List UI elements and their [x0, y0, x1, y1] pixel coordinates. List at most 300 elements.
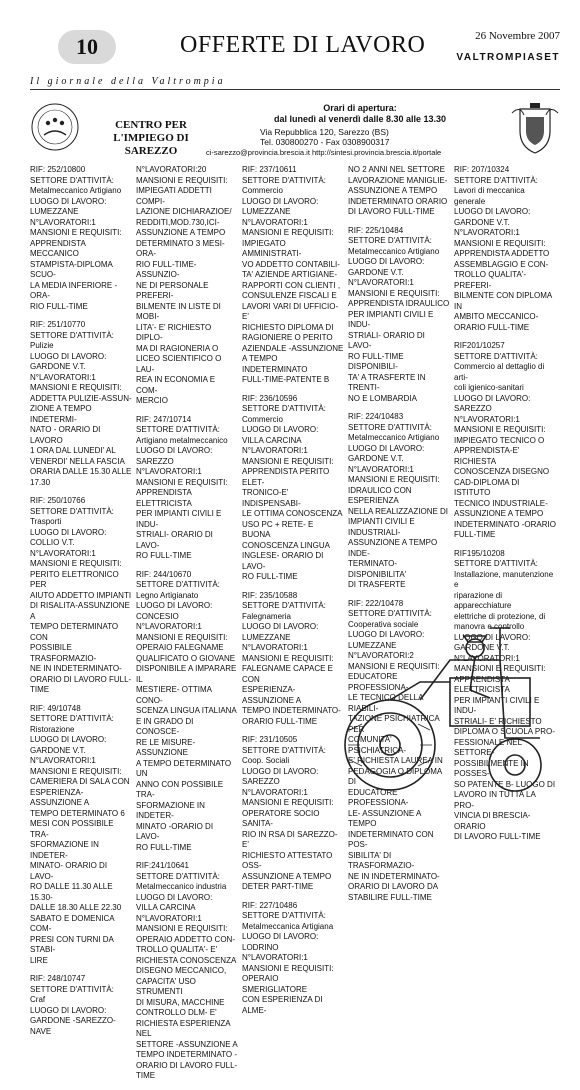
- listing-line: OPERATORE SOCIO SANITA-: [242, 808, 320, 828]
- listing-line: TROLLO QUALITA'-PREFERI-: [454, 270, 527, 290]
- listing-line: RIF: 252/10800: [30, 165, 86, 174]
- job-listing: [348, 165, 450, 218]
- job-listing: [242, 901, 344, 1017]
- listing-line: VILLA CARCINA: [242, 435, 302, 445]
- listing-line: MINATO- ORARIO DI LAVO-: [30, 861, 108, 881]
- listing-line: Commercio al dettaglio di arti-: [454, 362, 545, 382]
- listing-line: ANNO CON POSSIBILE TRA-: [136, 779, 224, 799]
- listing-line: manovra e controllo: [454, 622, 525, 631]
- listing-line: TEMPO INDETERMINATO-: [242, 706, 341, 715]
- listing-line: INDETERMINATO CON POS-: [348, 829, 434, 849]
- listing-line: REDDITI,MOD.730,ICI-: [136, 217, 220, 227]
- listing-line: TAZIONE PSICHIATRICA PER: [348, 714, 440, 734]
- listing-line: CAD-DIPLOMA DI ISTITUTO: [454, 477, 520, 497]
- listing-line: N°LAVORATORI:1: [454, 228, 520, 237]
- listing-line: INGLESE- ORARIO DI LAVO-: [242, 551, 324, 571]
- listing-line: APPRENDISTA ELETTRICISTA: [136, 488, 192, 508]
- listing-line: APPRENDISTA ADDETTO: [454, 249, 550, 258]
- listing-line: SFORMAZIONE IN INDETER-: [30, 840, 99, 860]
- listing-line: LAVORAZIONE MANIGLIE-: [348, 175, 448, 185]
- listing-line: RE LE MISURE-ASSUNZIONE: [136, 737, 196, 757]
- listing-line: SETTORE D'ATTIVITÀ:: [242, 404, 326, 413]
- listing-line: GARDONE V.T.: [30, 362, 86, 371]
- listing-line: Commercio: [242, 414, 283, 424]
- listing-line: LE TECNICO DELLA RIABILI-: [348, 693, 423, 713]
- job-listing: [136, 570, 238, 854]
- listing-line: RIF: 227/10486: [242, 900, 298, 910]
- listing-line: MANSIONI E REQUISITI:: [454, 664, 546, 673]
- listing-line: NE DI PERSONALE PREFERI-: [136, 280, 209, 300]
- job-listing: [242, 394, 344, 583]
- center-address: [260, 127, 390, 147]
- job-listing: [454, 165, 556, 333]
- job-listing: [242, 735, 344, 893]
- listing-line: POSSIBILMENTE IN POSSES-: [454, 758, 529, 778]
- listing-line: TIME: [30, 685, 50, 694]
- listing-line: TRONICO-E' INDISPENSABI-: [242, 488, 301, 508]
- listing-line: RIO IN RSA DI SAREZZO- E': [242, 829, 338, 849]
- listing-line: CONOSCENZA DISEGNO: [454, 467, 550, 476]
- listing-line: MA DI RAGIONERIA O: [136, 343, 219, 353]
- listing-line: ASSUNZIONE A TEMPO: [454, 509, 544, 518]
- listing-line: N°LAVORATORI:1: [30, 372, 96, 382]
- listing-line: MANSIONI E REQUISITI:: [136, 175, 228, 185]
- tractor-illustration-icon: [330, 620, 570, 800]
- listing-line: LE OTTIMA CONOSCENZA: [242, 509, 343, 518]
- listing-line: N°LAVORATORI:1: [136, 913, 202, 923]
- listing-line: Metalmeccanico Artigiano: [348, 246, 440, 256]
- listing-line: RIF: 248/10747: [30, 974, 86, 983]
- listing-line: RIF195/10208: [454, 548, 505, 558]
- listing-line: FALEGNAME CAPACE E CON: [242, 664, 333, 684]
- job-listing: [242, 591, 344, 728]
- page-title: OFFERTE DI LAVORO: [180, 32, 426, 58]
- listing-line: RIF: 235/10588: [242, 590, 298, 600]
- listing-line: USO PC + RETE- E BUONA: [242, 519, 314, 539]
- listing-line: LUOGO DI LAVORO:: [30, 196, 107, 206]
- listing-line: SETTORE D'ATTIVITÀ:: [30, 330, 114, 340]
- listing-line: AMBITO MECCANICO-: [454, 312, 539, 321]
- listing-line: RICHIESTA ESPERIENZA NEL: [136, 1018, 231, 1038]
- listing-line: Craf: [30, 995, 46, 1004]
- listing-line: LUOGO DI LAVORO:: [242, 196, 319, 206]
- listing-line: RO FULL-TIME: [136, 842, 192, 852]
- listing-line: N°LAVORATORI:1: [242, 787, 308, 797]
- listing-line: MINATO -ORARIO DI LAVO-: [136, 821, 214, 841]
- listing-line: TA' AZIENDE ARTIGIANE-: [242, 270, 338, 279]
- listing-line: ORARIO DI LAVORO FULL-: [30, 674, 132, 684]
- listing-line: LUOGO DI LAVORO:: [454, 207, 531, 216]
- listing-line: GARDONE -SAREZZO-NAVE: [30, 1016, 116, 1036]
- job-listing: [30, 704, 132, 967]
- listing-line: RAGIONIERE O PERITO: [242, 333, 333, 342]
- listing-line: MANSIONI E REQUISITI:: [348, 288, 440, 298]
- listing-line: SETTORE D'ATTIVITÀ:: [136, 580, 220, 589]
- listing-line: LIRE: [30, 955, 48, 965]
- listing-line: LUOGO DI LAVORO:: [30, 1005, 107, 1015]
- listing-line: Commercio: [242, 186, 283, 195]
- hours-title: Orari di apertura:: [323, 103, 397, 113]
- listing-line: SETTORE D'ATTIVITÀ:: [242, 175, 326, 185]
- brand-name: VALTROMPIASET: [456, 52, 560, 63]
- listing-line: OPERAIO SMERIGLIATORE: [242, 974, 308, 994]
- listing-line: DISEGNO MECCANICO,: [136, 966, 227, 975]
- listing-line: ASSUNZIONE A TEMPO INDE-: [348, 538, 438, 558]
- issue-date: 26 Novembre 2007: [475, 30, 560, 42]
- listing-line: ESPERIENZA-ASSUNZIONE A: [30, 787, 90, 807]
- hours-text: dal lunedì al venerdì dalle 8.30 alle 13.30: [273, 114, 447, 124]
- listing-line: MANSIONI E REQUISITI:: [30, 383, 122, 392]
- listing-line: RIF:241/10641: [136, 861, 189, 870]
- listing-line: NO 2 ANNI NEL SETTORE: [348, 165, 445, 174]
- listing-line: SCENZA LINGUA ITALIANA: [136, 706, 237, 715]
- listing-line: Legno Artigianato: [136, 590, 199, 600]
- employment-center-info: [30, 101, 560, 159]
- listing-line: Ristorazione: [30, 724, 75, 734]
- listing-line: N°LAVORATORI:1: [242, 217, 308, 227]
- listing-line: ORARIO FULL-TIME: [242, 716, 318, 726]
- listing-line: STRIALI- ORARIO DI LAVO-: [348, 330, 425, 350]
- listing-line: SABATO E DOMENICA COM-: [30, 913, 115, 933]
- listing-line: DIPLOMA O SCUOLA PRO-: [454, 727, 555, 736]
- listing-line: RIF: 225/10484: [348, 225, 404, 235]
- listing-line: LUOGO DI LAVORO:: [136, 446, 213, 455]
- listing-line: IDRAULICO CON ESPERIENZA: [348, 485, 412, 505]
- listing-line: ASSUNZIONE A TEMPO: [242, 871, 332, 881]
- listing-line: EDUCATORE PROFESSIONA-: [348, 787, 409, 807]
- listing-line: FESSIONALE NEL SETTORE-: [454, 737, 522, 757]
- job-listing: [30, 496, 132, 696]
- listing-line: CAMERIERA DI SALA CON: [30, 777, 130, 786]
- listing-line: N°LAVORATORI:1: [242, 446, 308, 455]
- listing-line: LAZIONE DICHIARAZIOE/: [136, 207, 232, 216]
- listing-line: GARDONE V.T.: [30, 745, 86, 755]
- listing-line: PEDAGOGIA O DIPLOMA DI: [348, 766, 442, 786]
- listing-line: IMPIEGATO AMMINISTRATI-: [242, 238, 302, 258]
- listing-line: GARDONE V.T.: [454, 217, 510, 227]
- listing-line: A TEMPO INDETERMINATO: [242, 354, 308, 374]
- listing-line: OPERAIO FALEGNAME: [136, 643, 224, 652]
- listing-line: LUMEZZANE: [242, 207, 291, 216]
- listing-line: LAVORO IN TUTTA LA PRO-: [454, 790, 536, 810]
- listing-line: RIF: 207/10324: [454, 165, 510, 174]
- listing-line: DI RISALITA-ASSUNZIONE A: [30, 601, 130, 621]
- listing-line: MANSIONI E REQUISITI:: [454, 425, 546, 434]
- listing-line: VENERDI' NELLA FASCIA: [30, 456, 125, 466]
- listing-line: Pulizie: [30, 341, 54, 350]
- header-divider: [30, 89, 560, 90]
- listing-line: Artigiano metalmeccanico: [136, 435, 228, 445]
- listing-line: ZIONE A TEMPO INDETERMI-: [30, 404, 92, 424]
- listing-line: AIUTO ADDETTO IMPIANTI: [30, 590, 132, 600]
- listing-line: LUOGO DI LAVORO:: [30, 527, 107, 537]
- listing-line: SAREZZO: [454, 404, 492, 413]
- listing-line: ASSUNZIONE A TEMPO: [348, 186, 438, 195]
- listing-line: LUOGO DI LAVORO:: [30, 351, 107, 361]
- listing-line: Falegnameria: [242, 611, 291, 621]
- listing-line: POSSIBILE TRASFORMAZIO-: [30, 643, 97, 663]
- listing-line: E' RICHIESTA LAUREA IN: [348, 756, 443, 765]
- listing-line: SETTORE D'ATTIVITÀ:: [30, 714, 114, 723]
- listing-line: LA MEDIA INFERIORE - ORA-: [30, 280, 118, 300]
- listing-line: ADDETTA PULIZIE-ASSUN-: [30, 393, 132, 403]
- listing-line: SETTORE D'ATTIVITÀ:: [30, 175, 114, 185]
- listing-line: IMPIANTI CIVILI E INDUSTRIALI-: [348, 517, 415, 537]
- listing-line: STABILIRE FULL-TIME: [348, 892, 432, 902]
- listing-line: RIF: 222/10478: [348, 598, 404, 608]
- listing-line: DI MISURA, MACCHINE: [136, 997, 225, 1007]
- job-listing: [242, 165, 344, 386]
- listing-line: LUOGO DI LAVORO:: [30, 735, 107, 744]
- listing-line: A TEMPO DETERMINATO UN: [136, 758, 232, 778]
- listing-line: APPRENDISTA MECCANICO: [30, 238, 86, 258]
- listing-column-1: [30, 165, 132, 1045]
- listing-line: ORARIO FULL-TIME: [454, 322, 530, 332]
- listing-line: DI LAVORO FULL-TIME: [454, 832, 541, 841]
- listing-line: BILMENTE CON DIPLOMA IN: [454, 291, 552, 311]
- listing-line: RO FULL-TIME DISPONIBILI-: [348, 351, 404, 371]
- listing-line: ASSEMBLAGGIO E CON-: [454, 259, 549, 269]
- listing-line: FULL-TIME-PATENTE B: [242, 375, 330, 384]
- listing-line: SETTORE D'ATTIVITÀ:: [136, 871, 220, 881]
- listing-line: VO ADDETTO CONTABILI-: [242, 259, 340, 269]
- listing-line: EDUCATORE PROFESSIONA-: [348, 672, 409, 692]
- listing-line: LUOGO DI LAVORO:: [454, 632, 531, 642]
- listing-line: riparazione di apparecchiature: [454, 590, 512, 610]
- listing-line: 17.30: [30, 477, 51, 487]
- listing-line: MESI CON POSSIBILE TRA-: [30, 819, 114, 839]
- listing-line: RIF: 247/10714: [136, 414, 192, 424]
- listing-column-3: [242, 165, 344, 1024]
- listing-line: INDETERMINATO ORARIO: [348, 196, 448, 206]
- listing-line: N°LAVORATORI:1: [30, 548, 96, 558]
- listing-line: AZIENDALE -ASSUNZIONE: [242, 343, 344, 353]
- newspaper-subtitle: Il giornale della Valtrompia: [30, 76, 226, 87]
- listing-line: RIO FULL-TIME- ASSUNZIO-: [136, 259, 197, 279]
- listing-line: DISPONIBILE A IMPARARE IL: [136, 664, 237, 684]
- listing-line: APPRENDISTA-E' RICHIESTA: [454, 446, 520, 466]
- listing-line: SETTORE -ASSUNZIONE A: [136, 1039, 238, 1049]
- listing-line: Metalmeccanico Artigiano: [348, 433, 440, 442]
- listing-line: COLLIO V.T.: [30, 538, 75, 547]
- listing-line: N°LAVORATORI:1: [454, 653, 520, 663]
- listing-line: NE IN INDETERMINATO-: [348, 871, 440, 881]
- listing-line: STRIALI- ORARIO DI LAVO-: [136, 530, 213, 550]
- listing-line: RICHIESTO ATTESTATO OSS-: [242, 850, 333, 870]
- listing-line: ASSUNZIONE A TEMPO: [136, 228, 226, 237]
- listing-line: QUALIFICATO O GIOVANE: [136, 653, 236, 663]
- listing-line: N°LAVORATORI:2: [348, 651, 414, 660]
- job-listing: [454, 341, 556, 541]
- listing-line: INDETERMINATO -ORARIO: [454, 519, 556, 529]
- job-listing: [136, 861, 238, 1082]
- listing-line: MANSIONI E REQUISITI:: [136, 924, 228, 933]
- listing-line: MANSIONI E REQUISITI:: [242, 456, 334, 466]
- listing-line: PER IMPIANTI CIVILI E INDU-: [454, 695, 540, 715]
- listing-line: PER IMPIANTI CIVILI E INDU-: [136, 509, 222, 529]
- listing-line: MANSIONI E REQUISITI:: [136, 632, 228, 642]
- listing-line: MANSIONI E REQUISITI:: [136, 477, 228, 487]
- listing-line: elettriche di protezione, di: [454, 611, 546, 621]
- listing-line: NE IN INDETERMINATO-: [30, 664, 122, 673]
- job-listing: [348, 226, 450, 405]
- listing-line: GARDONE V.T.: [348, 454, 404, 463]
- listing-line: LAVORI VARI DI UFFICIO-E': [242, 301, 339, 321]
- listing-column-2: [136, 165, 238, 1090]
- listing-line: DALLE 18.30 ALLE 22.30: [30, 903, 122, 912]
- listing-line: TEMPO INDETERMINATO -: [136, 1050, 238, 1059]
- listing-line: LUOGO DI LAVORO:: [348, 630, 425, 639]
- listing-line: MANSIONI E REQUISITI:: [242, 798, 334, 807]
- listing-line: COMUNITA' PSICHIATRICA-: [348, 735, 407, 755]
- listing-line: GARDONE V.T.: [454, 643, 510, 652]
- listing-line: RICHIESTA CONOSCENZA: [136, 955, 237, 965]
- listing-line: BILMENTE IN LISTE DI MOBI-: [136, 301, 221, 321]
- listing-line: RIF: 236/10596: [242, 393, 298, 403]
- listing-line: APPRENDISTA IDRAULICO: [348, 299, 450, 308]
- listing-line: NATO - ORARIO DI LAVORO: [30, 425, 101, 445]
- listing-line: LUOGO DI LAVORO:: [348, 257, 425, 266]
- listing-line: MANSIONI E REQUISITI:: [348, 661, 440, 671]
- contact-web: ci-sarezzo@provincia.brescia.it http://sintesi.provincia.brescia.it/portale: [206, 148, 442, 157]
- listing-line: LUMEZZANE: [348, 640, 397, 650]
- listing-line: SO PATENTE B- LUOGO DI: [454, 779, 556, 789]
- listing-line: MANSIONI E REQUISITI:: [30, 559, 122, 568]
- listing-line: RIF: 251/10770: [30, 320, 86, 329]
- listing-line: N°LAVORATORI:1: [136, 467, 202, 476]
- listing-line: LUMEZZANE: [30, 207, 79, 216]
- listing-line: LODRINO: [242, 942, 279, 952]
- listing-line: DI LAVORO FULL-TIME: [348, 207, 435, 216]
- listing-line: N°LAVORATORI:1: [242, 643, 308, 652]
- listing-line: MANSIONI E REQUISITI:: [454, 238, 546, 248]
- listing-line: SETTORE D'ATTIVITÀ:: [242, 745, 326, 755]
- listing-line: CONSULENZE FISCALI E: [242, 291, 337, 300]
- listing-line: LUMEZZANE: [242, 632, 291, 642]
- job-listing: [136, 165, 238, 407]
- listing-line: CONTROLLO DLM- E': [136, 1008, 217, 1017]
- listing-line: TEMPO DETERMINATO 6: [30, 808, 125, 818]
- listing-line: RIO FULL-TIME: [30, 301, 88, 311]
- listing-line: SETTORE D'ATTIVITÀ:: [30, 506, 114, 516]
- listing-line: LUOGO DI LAVORO:: [242, 766, 319, 776]
- page-number: 10: [58, 30, 116, 64]
- listing-line: PERITO ELETTRONICO PER: [30, 569, 119, 589]
- listing-line: SETTORE D'ATTIVITÀ:: [348, 422, 432, 432]
- listing-line: RO FULL-TIME: [136, 551, 192, 560]
- listing-line: SFORMAZIONE IN INDETER-: [136, 800, 205, 820]
- phone-line: Tel. 030800270 - Fax 0308900317: [260, 137, 390, 147]
- listing-line: CONOSCENZA LINGUA: [242, 540, 331, 550]
- listing-line: ORARIO DI LAVORO DA: [348, 882, 439, 891]
- listing-line: ORARIA DALLE 15.30 ALLE: [30, 467, 132, 476]
- listing-line: MANSIONI E REQUISITI:: [30, 228, 122, 237]
- listing-line: SETTORE D'ATTIVITÀ:: [454, 351, 538, 361]
- address-line: Via Repubblica 120, Sarezzo (BS): [260, 127, 389, 137]
- listing-line: N°LAVORATORI:1: [348, 464, 414, 474]
- listing-line: Metalmeccanica Artigiana: [242, 921, 334, 931]
- listing-line: N°LAVORATORI:1: [136, 622, 202, 631]
- listing-line: APPRENDISTA PERITO ELET-: [242, 467, 330, 487]
- listing-line: RAPPORTI CON CLIENTI ,: [242, 280, 341, 290]
- listing-line: E IN GRADO DI CONOSCE-: [136, 716, 194, 736]
- listing-line: DETER PART-TIME: [242, 882, 314, 891]
- listing-line: DETERMINATO 3 MESI-ORA-: [136, 238, 225, 258]
- listing-line: DI TRASFERTE: [348, 580, 406, 589]
- listing-line: CON ESPERIENZA DI ALME-: [242, 995, 323, 1015]
- listing-line: CONCESIO: [136, 611, 179, 621]
- listing-line: IMPIEGATI ADDETTI COMPI-: [136, 186, 212, 206]
- listing-line: MANSIONI E REQUISITI:: [242, 228, 334, 237]
- listing-line: RO FULL-TIME: [242, 572, 298, 581]
- listing-line: RO DALLE 11.30 ALLE 15.30-: [30, 882, 113, 902]
- listing-line: LUOGO DI LAVORO:: [454, 393, 531, 403]
- listing-line: LUOGO DI LAVORO:: [242, 622, 319, 631]
- listing-line: TA' A TRASFERTE IN TRENTI-: [348, 372, 426, 392]
- listing-line: SETTORE D'ATTIVITÀ:: [136, 425, 220, 434]
- listing-line: OPERAIO ADDETTO CON-: [136, 934, 235, 944]
- listing-line: STAMPISTA-DIPLOMA SCUO-: [30, 259, 113, 279]
- listing-line: RIF: 231/10505: [242, 735, 298, 744]
- listing-line: SETTORE D'ATTIVITÀ:: [454, 175, 538, 185]
- listing-line: NO E LOMBARDIA: [348, 393, 417, 403]
- listing-line: Metalmeccanico Artigiano: [30, 186, 122, 195]
- listing-line: SETTORE D'ATTIVITÀ:: [348, 236, 432, 245]
- listing-line: SETTORE D'ATTIVITÀ:: [454, 559, 538, 568]
- listing-line: LICEO SCIENTIFICO O LAU-: [136, 354, 222, 374]
- listing-line: RIF: 244/10670: [136, 569, 192, 579]
- listing-line: LUOGO DI LAVORO:: [136, 601, 213, 610]
- center-name: CENTRO PER L'IMPIEGO DI SAREZZO: [113, 119, 189, 157]
- listing-line: RIF: 224/10483: [348, 412, 404, 421]
- listing-line: STRIALI- E' RICHIESTO: [454, 716, 542, 726]
- listing-line: TROLLO QUALITA'- E': [136, 945, 218, 954]
- listing-line: SETTORE D'ATTIVITÀ:: [242, 601, 326, 610]
- listing-line: RICHIESTO DIPLOMA DI: [242, 322, 334, 332]
- listing-line: N°LAVORATORI:1: [30, 756, 96, 765]
- listing-line: RIF: 250/10766: [30, 496, 86, 505]
- listing-line: NELLA REALIZZAZIONE DI: [348, 506, 449, 516]
- listing-line: LITA'- E' RICHIESTO DIPLO-: [136, 322, 212, 342]
- listing-line: CAPACITA' USO STRUMENTI: [136, 976, 196, 996]
- listing-line: VILLA CARCINA: [136, 903, 196, 912]
- listing-line: MANSIONI E REQUISITI:: [242, 653, 334, 663]
- listing-line: LUOGO DI LAVORO:: [136, 892, 213, 902]
- opening-hours: [205, 103, 515, 125]
- listing-line: N°LAVORATORI:1: [30, 217, 96, 227]
- listing-line: TEMPO DETERMINATO CON: [30, 622, 119, 642]
- listing-line: SETTORE D'ATTIVITÀ:: [30, 984, 114, 994]
- listing-line: LE- ASSUNZIONE A TEMPO: [348, 808, 421, 828]
- listing-line: MERCIO: [136, 396, 168, 405]
- listing-line: ORARIO DI LAVORO FULL-: [136, 1060, 238, 1070]
- listing-line: SAREZZO: [136, 456, 174, 466]
- listing-line: TIME: [136, 1071, 156, 1080]
- listing-line: REA IN ECONOMIA E COM-: [136, 375, 216, 395]
- listing-line: VINCIA DI BRESCIA-ORARIO: [454, 811, 531, 831]
- listing-line: Installazione, manutenzione e: [454, 569, 554, 589]
- listing-line: N°LAVORATORI:1: [454, 414, 520, 424]
- listing-line: MANSIONI E REQUISITI:: [242, 963, 334, 973]
- listing-line: coli igienico-sanitari: [454, 383, 524, 392]
- province-crest-icon: [510, 101, 560, 155]
- listing-line: N°LAVORATORI:1: [242, 953, 308, 962]
- listing-line: Trasporti: [30, 517, 62, 526]
- listing-line: SIBILITA' DI TRASFORMAZIO-: [348, 850, 415, 870]
- listing-line: RIF: 49/10748: [30, 703, 81, 713]
- job-listing: [136, 415, 238, 562]
- listing-line: Coop. Sociali: [242, 756, 290, 765]
